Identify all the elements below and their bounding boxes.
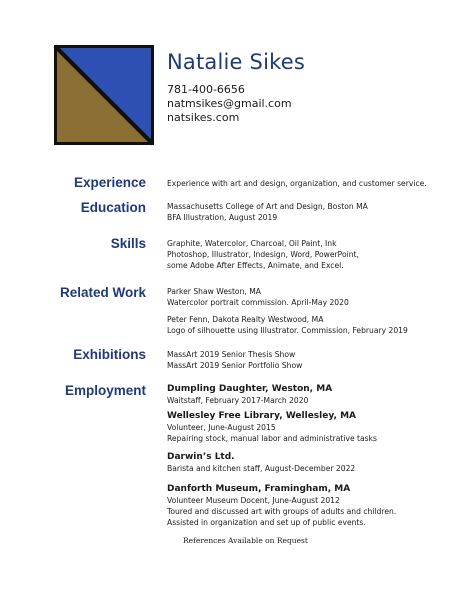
section-heading-education: Education [80, 200, 146, 215]
exhibition-item: MassArt 2019 Senior Portfolio Show [167, 361, 303, 370]
education-school: Massachusetts College of Art and Design, Boston MA [167, 202, 368, 211]
employment-job [167, 383, 332, 406]
section-heading-related-work: Related Work [59, 285, 146, 300]
education-degree: BFA Illustration, August 2019 [167, 213, 278, 222]
exhibitions-list [167, 349, 302, 371]
section-heading-experience: Experience [73, 175, 146, 190]
related-work-entry [167, 286, 349, 308]
job-detail: Toured and discussed art with groups of adults and children. [167, 507, 397, 516]
logo-triangle-icon [52, 43, 156, 147]
experience-text: Experience with art and design, organization, and customer service. [167, 179, 427, 188]
related-work-client: Peter Fenn, Dakota Realty Westwood, MA [167, 315, 324, 324]
skills-line: Photoshop, Illustrator, Indesign, Word, PowerPoint, [167, 250, 359, 259]
section-heading-employment: Employment [64, 383, 146, 398]
job-title: Darwin’s Ltd. [167, 452, 235, 462]
skills-line: Graphite, Watercolor, Charcoal, Oil Paint, Ink [167, 239, 337, 248]
phone-number: 781-400-6656 [167, 83, 245, 96]
job-title: Dumpling Daughter, Weston, MA [167, 384, 333, 394]
employment-job [167, 410, 377, 444]
job-detail: Assisted in organization and set up of public events. [167, 518, 366, 527]
job-detail: Volunteer, June-August 2015 [167, 423, 276, 432]
related-work-client: Parker Shaw Weston, MA [167, 287, 261, 296]
email-address: natmsikes@gmail.com [167, 97, 292, 110]
skills-line: some Adobe After Effects, Animate, and Excel. [167, 261, 344, 270]
related-work-entry [167, 314, 408, 336]
skills-list [167, 238, 359, 271]
related-work-description: Logo of silhouette using Illustrator. Commission, February 2019 [167, 326, 408, 335]
references-note: References Available on Request [183, 536, 308, 545]
job-detail: Volunteer Museum Docent, June-August 2012 [167, 496, 340, 505]
job-detail: Barista and kitchen staff, August-December 2022 [167, 464, 356, 473]
exhibition-item: MassArt 2019 Senior Thesis Show [167, 350, 296, 359]
section-heading-skills: Skills [110, 236, 146, 251]
related-work-description: Watercolor portrait commission. April-May 2020 [167, 298, 349, 307]
section-heading-exhibitions: Exhibitions [73, 347, 146, 362]
job-title: Wellesley Free Library, Wellesley, MA [167, 411, 356, 421]
job-title: Danforth Museum, Framingham, MA [167, 484, 351, 494]
employment-job [167, 451, 355, 474]
job-detail: Waitstaff, February 2017-March 2020 [167, 396, 309, 405]
job-detail: Repairing stock, manual labor and administrative tasks [167, 434, 377, 443]
employment-job [167, 483, 396, 528]
education-details [167, 201, 368, 223]
website-link: natsikes.com [167, 111, 240, 124]
page-title: Natalie Sikes [167, 50, 305, 74]
